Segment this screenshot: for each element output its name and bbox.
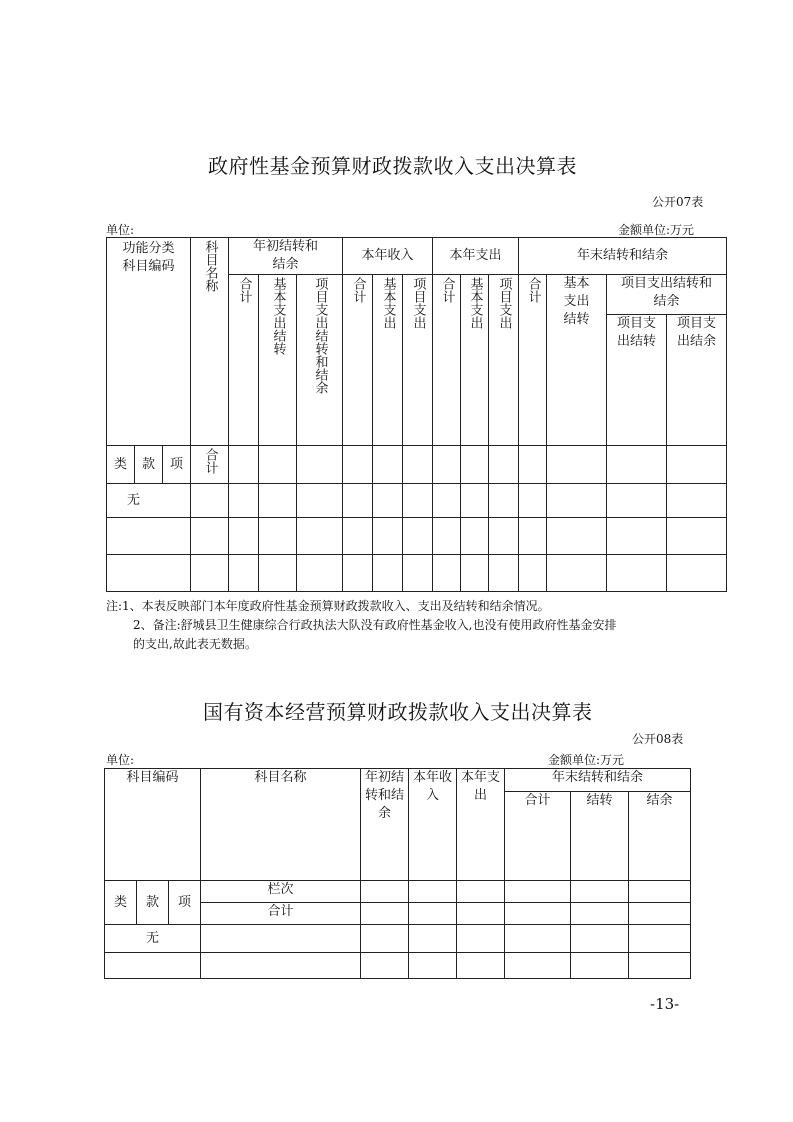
header-lei: 类 [107,446,135,484]
header-income: 本年收入 [343,238,433,275]
header-end-basic-carry: 基本支出结转 [547,275,607,446]
header-end-balance: 年末结转和结余 [519,238,727,275]
table07-amount-unit: 金额单位:万元 [618,223,695,237]
header-income-basic: 基本支出 [373,275,403,446]
table08-code: 公开08表 [632,732,684,746]
header-end-balance-sub: 结余 [629,792,691,881]
header-end-total: 合计 [519,275,547,446]
header-expense-total: 合计 [433,275,461,446]
page-number: -13- [650,995,680,1013]
header-expense-basic: 基本支出 [461,275,489,446]
header-subject-code: 科目编码 [105,769,201,881]
column-index-label: 栏次 [201,881,361,903]
header-income-total: 合计 [343,275,373,446]
table08-unit-label: 单位: [106,753,135,767]
header-kuan: 款 [135,446,163,484]
header-subject-name: 科目名称 [191,238,229,446]
header-begin-basic-carry: 基本支出结转 [259,275,297,446]
table07-code: 公开07表 [652,195,704,209]
header-expense-project: 项目支出 [489,275,519,446]
header-end-total: 合计 [505,792,571,881]
row-total-label: 合计 [201,903,361,925]
row-none: 无 [107,484,191,518]
header-expense: 本年支出 [457,769,505,881]
note-3: 的支出,故此表无数据。 [133,637,257,651]
header-begin-balance: 年初结转和结余 [361,769,409,881]
header-xiang: 项 [163,446,191,484]
table07 [106,237,727,592]
header-begin-project-carry-balance: 项目支出结转和结余 [297,275,343,446]
header-lei: 类 [105,881,137,925]
header-begin-balance: 年初结转和结余 [229,238,343,275]
header-income: 本年收入 [409,769,457,881]
table07-title: 政府性基金预算财政拨款收入支出决算表 [208,154,577,178]
header-begin-total: 合计 [229,275,259,446]
header-end-carry: 结转 [571,792,629,881]
header-subject-name: 科目名称 [201,769,361,881]
header-xiang: 项 [169,881,201,925]
header-func-code: 功能分类科目编码 [107,238,191,446]
header-end-balance: 年末结转和结余 [505,769,691,792]
table07-unit-label: 单位: [106,223,135,237]
header-end-project-balance: 项目支出结余 [667,315,727,446]
table08 [104,768,691,979]
note-2: 2、备注:舒城县卫生健康综合行政执法大队没有政府性基金收入,也没有使用政府性基金安排 [133,618,617,632]
note-1: 注:1、本表反映部门本年度政府性基金预算财政拨款收入、支出及结转和结余情况。 [106,599,550,613]
row-total-label: 合计 [191,446,229,484]
header-expense: 本年支出 [433,238,519,275]
table08-title: 国有资本经营预算财政拨款收入支出决算表 [203,700,593,724]
row-none: 无 [105,925,201,953]
header-income-project: 项目支出 [403,275,433,446]
header-end-project-carry: 项目支出结转 [607,315,667,446]
header-kuan: 款 [137,881,169,925]
header-end-project-carry-balance: 项目支出结转和结余 [607,275,727,315]
table08-amount-unit: 金额单位:万元 [548,753,625,767]
